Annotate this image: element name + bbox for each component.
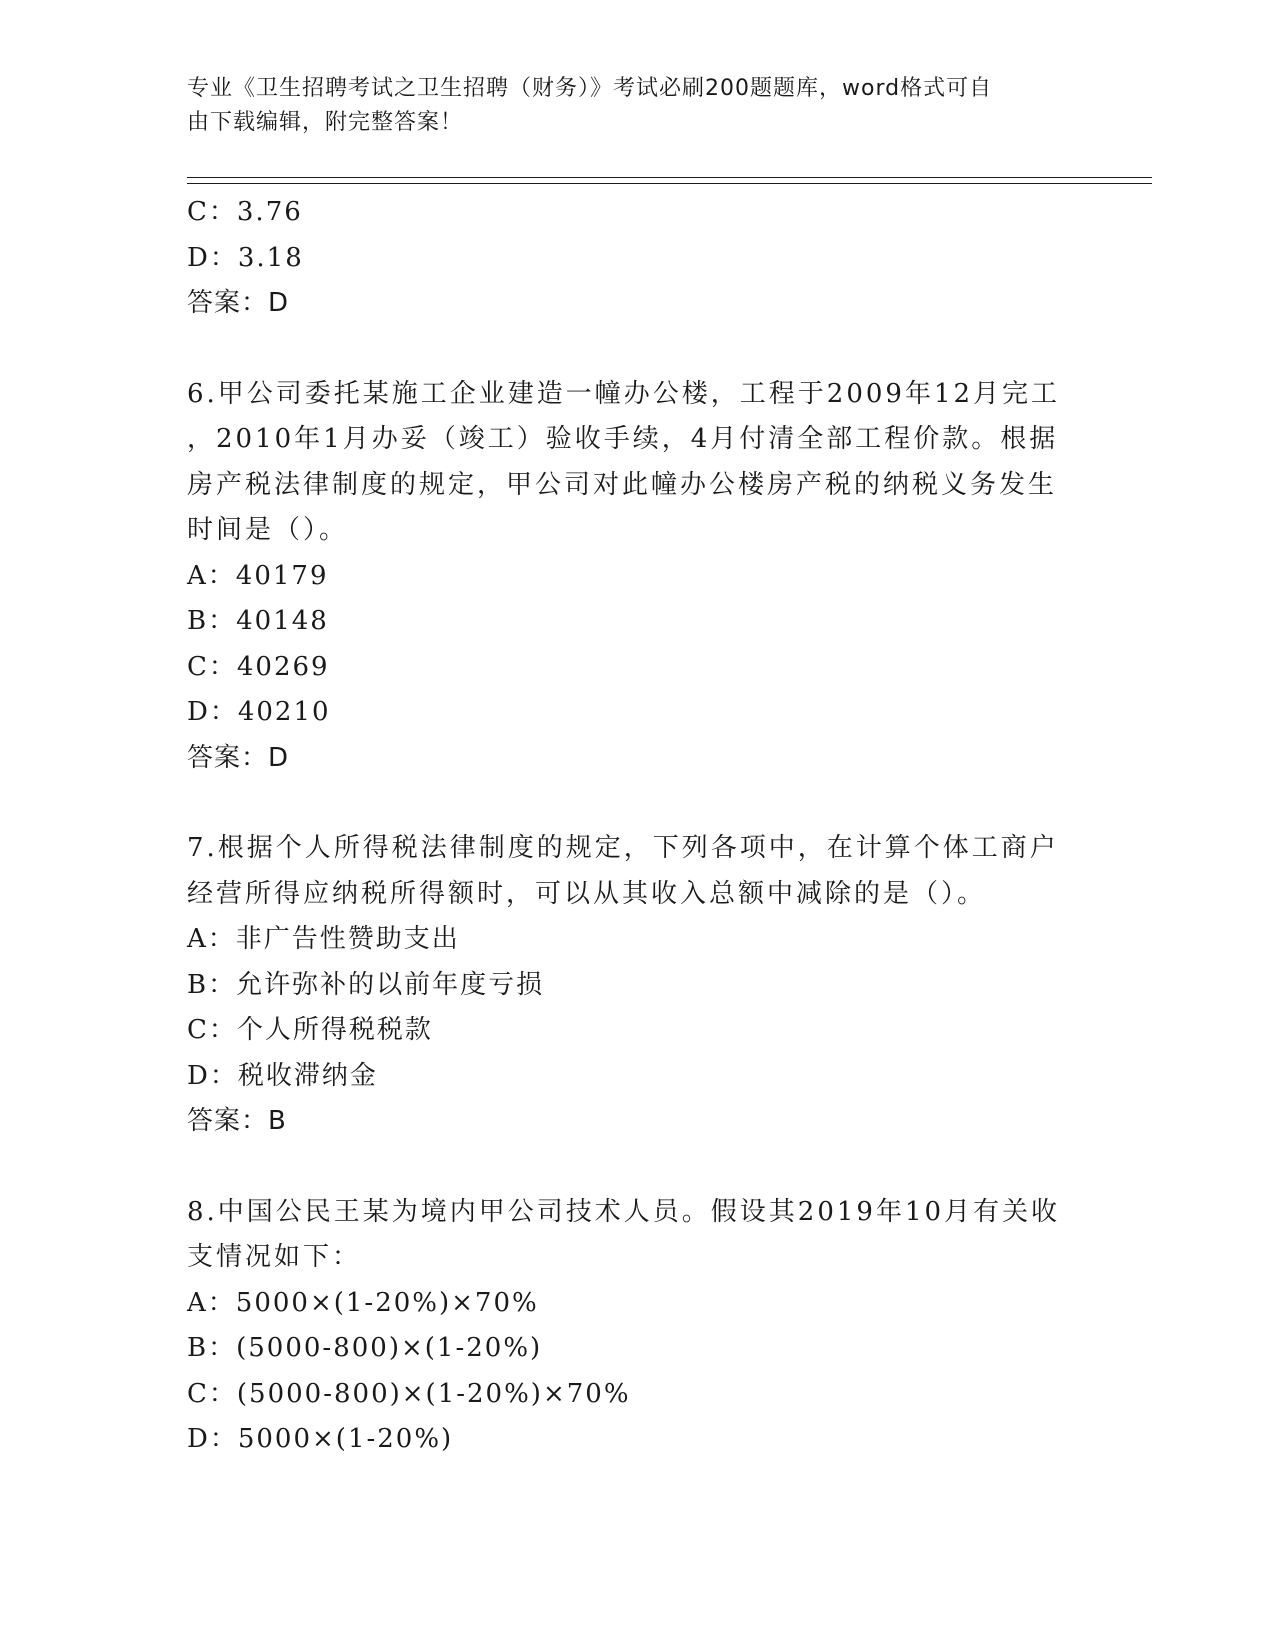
option-b: B：40148	[187, 606, 329, 636]
question-stem	[187, 826, 1067, 917]
option-c: C：40269	[187, 651, 330, 682]
stem-line: 6.甲公司委托某施工企业建造一幢办公楼，工程于2009年12月完工	[187, 378, 1061, 409]
option-d: D：税收滞纳金	[187, 1060, 378, 1091]
option-c: C：3.76	[187, 197, 303, 227]
option-d: D：5000×(1-20%)	[187, 1424, 454, 1454]
spacer	[187, 1145, 1067, 1190]
option-a: A：非广告性赞助支出	[187, 924, 460, 954]
stem-line: 7.根据个人所得税法律制度的规定，下列各项中，在计算个体工商户	[187, 833, 1059, 863]
option-b: B：允许弥补的以前年度亏损	[187, 969, 545, 1000]
question-8	[187, 1190, 1067, 1463]
answer-line: 答案：D	[187, 742, 290, 773]
header-rule-top	[187, 177, 1152, 178]
option-c: C：(5000-800)×(1-20%)×70%	[187, 1378, 631, 1409]
spacer	[187, 327, 1067, 372]
question-7	[187, 826, 1067, 1145]
stem-line: 时间是（）。	[187, 515, 349, 545]
option-c: C：个人所得税税款	[187, 1015, 433, 1045]
option-d: D：3.18	[187, 242, 304, 273]
stem-line: ，2010年1月办妥（竣工）验收手续，4月付清全部工程价款。根据	[187, 424, 1059, 454]
answer-line: 答案：B	[187, 1106, 287, 1136]
stem-line: 经营所得应纳税所得额时，可以从其收入总额中减除的是（）。	[187, 878, 987, 909]
answer-line: 答案：D	[187, 288, 290, 318]
header-line-2: 由下载编辑，附完整答案！	[187, 110, 464, 135]
stem-line: 房产税法律制度的规定，甲公司对此幢办公楼房产税的纳税义务发生	[187, 469, 1058, 500]
document-body	[187, 190, 1067, 1463]
option-d: D：40210	[187, 697, 331, 727]
question-6	[187, 372, 1067, 782]
question-stem	[187, 372, 1067, 554]
question-stem	[187, 1190, 1067, 1281]
header-line-1: 专业《卫生招聘考试之卫生招聘（财务）》考试必刷200题题库，word格式可自	[187, 76, 993, 101]
option-a: A：5000×(1-20%)×70%	[187, 1287, 539, 1318]
header-rule-bottom	[187, 183, 1152, 184]
option-a: A：40179	[187, 560, 329, 591]
option-b: B：(5000-800)×(1-20%)	[187, 1333, 543, 1363]
spacer	[187, 781, 1067, 826]
stem-line: 8.中国公民王某为境内甲公司技术人员。假设其2019年10月有关收	[187, 1196, 1061, 1227]
document-header	[187, 72, 1067, 140]
stem-line: 支情况如下：	[187, 1242, 362, 1272]
question-5-continued	[187, 190, 1067, 327]
